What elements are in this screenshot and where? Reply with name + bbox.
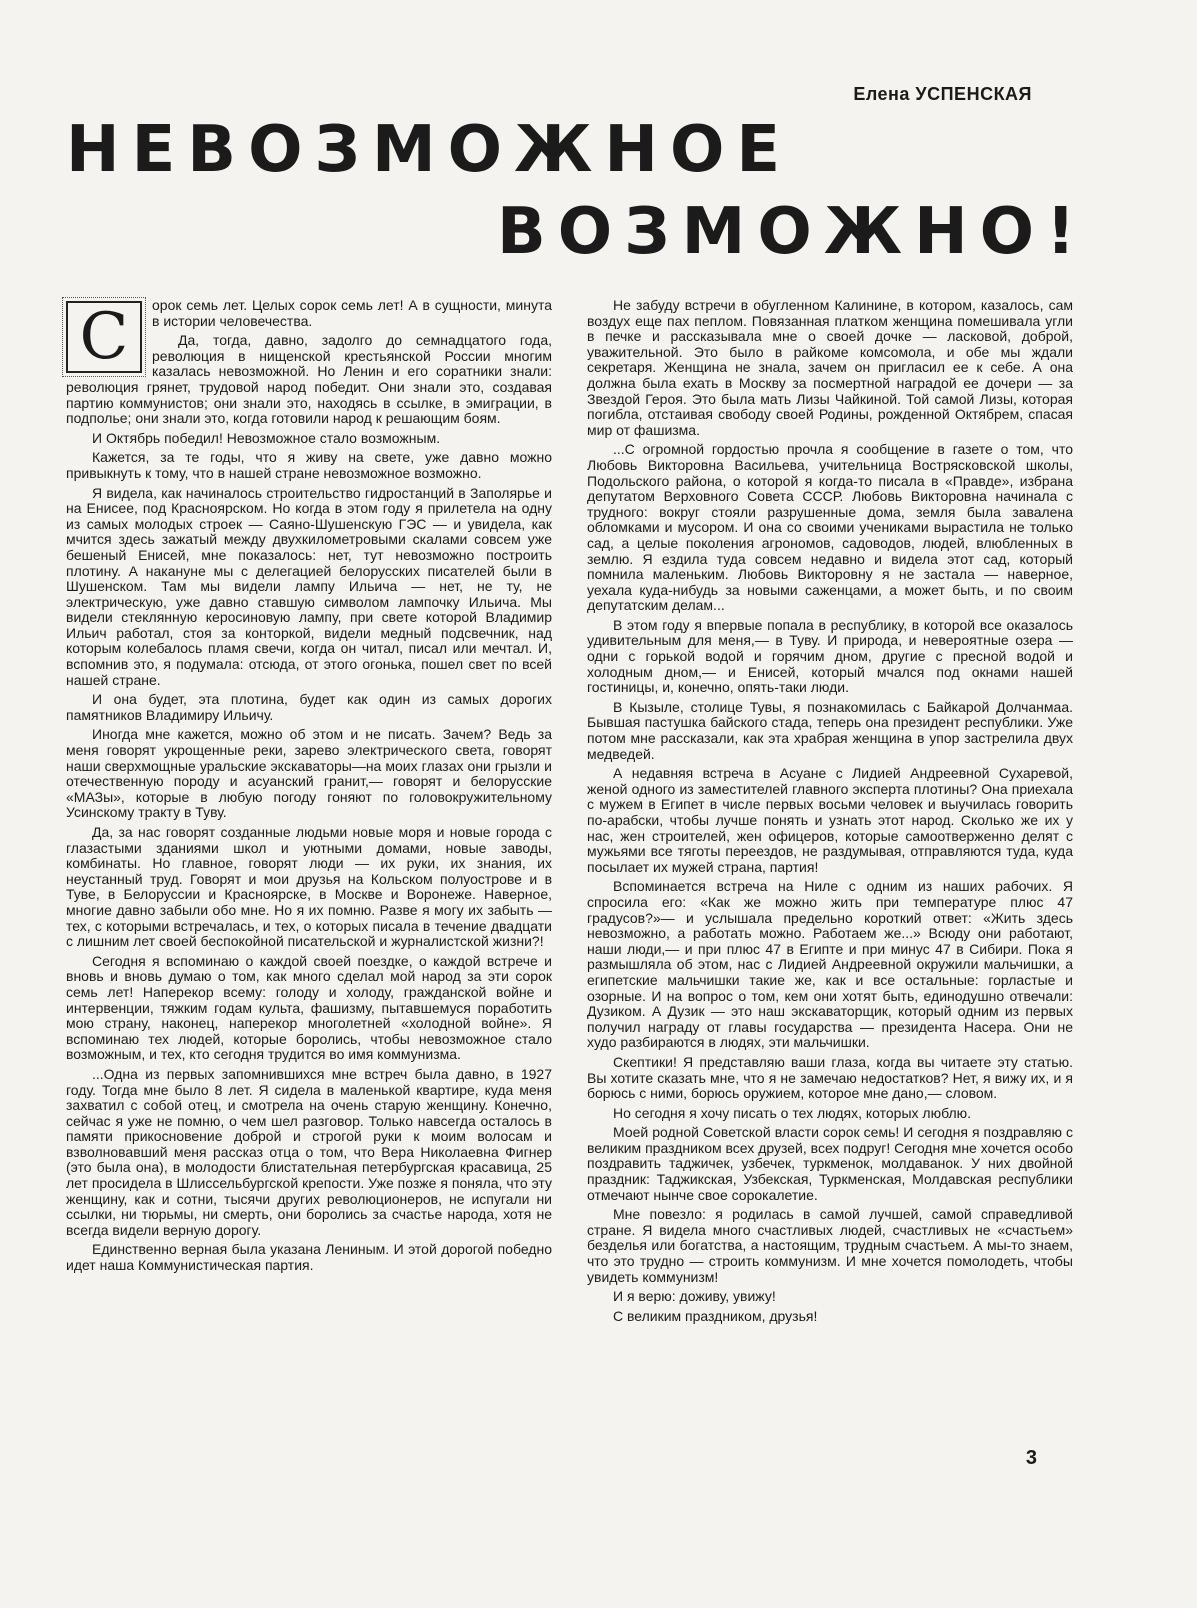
paragraph: ...С огромной гордостью прочла я сообщение в газете о том, что Любовь Викторовна Васильева, учительница Вострясковской школы, Подольского района, о которой я когда-то писала в «Правде», избрана депутатом Верховного Совета СССР. Любовь Викторовна начинала с трудного: вокруг стояли разрушенные дома, земля была завалена обломками и мусором. И она со своими учениками вырастила не только сад, а целые поколения агрономов, садоводов, людей, влюбленных в землю. Я ездила туда совсем недавно и видела этот сад, который помнила маленьким. Любовь Викторовну я не застала — наверное, уехала куда-нибудь за новыми саженцами, а может быть, и по своим депутатским делам... — [587, 441, 1073, 614]
paragraph: Моей родной Советской власти сорок семь! И сегодня я поздравляю с великим праздником всех друзей, всех подруг! Сегодня мне хочется особо поздравить таджичек, узбечек, туркменок, молдаванок. У них двойной праздник: Таджикская, Узбекская, Туркменская, Молдавская республики отмечают нынче свое сорокалетие. — [587, 1124, 1073, 1203]
drop-cap: С — [66, 301, 142, 373]
paragraph: Сегодня я вспоминаю о каждой своей поездке, о каждой встрече и вновь и вновь думаю о том, как много сделал мой народ за эти сорок семь лет! Наперекор всему: голоду и холоду, гражданской войне и интервенции, тяжким годам культа, фашизму, пытавшемуся поработить мою страну, наконец, наперекор многолетней «холодной войне». Я вспоминаю тех людей, которые боролись, чтобы невозможное стало возможным, и тех, кто сегодня трудится во имя коммунизма. — [66, 952, 552, 1063]
article-title-line-2: ВОЗМОЖНО! — [497, 195, 1088, 269]
left-column — [66, 298, 552, 1278]
paragraph: И Октябрь победил! Невозможное стало возможным. — [92, 429, 441, 446]
paragraph: С великим праздником, друзья! — [613, 1307, 818, 1324]
author-name: Елена УСПЕНСКАЯ — [853, 84, 1032, 104]
paragraph: Вспоминается встреча на Ниле с одним из наших рабочих. Я спросила его: «Как же можно жить при температуре плюс 47 градусов?»— и услышала предельно короткий ответ: «Жить здесь невозможно, а работать можно. Работаем же...» Всюду они работают, наши люди,— и при плюс 47 в Египте и при минус 47 в Сибири. Пока я размышляла об этом, нас с Лидией Андреевной окружили мальчишки, а египетские мальчишки такие же, как и все остальные: горластые и озорные. И на вопрос о том, кем они хотят быть, единодушно отвечали: Дузиком. А Дузик — это наш экскаваторщик, который одним из первых получил награду от главы государства — президента Насера. Они не худо разбираются в людях, эти мальчишки. — [587, 878, 1073, 1051]
paragraph: И она будет, эта плотина, будет как один из самых дорогих памятников Владимиру Ильичу. — [66, 691, 552, 723]
paragraph: Единственно верная была указана Лениным. И этой дорогой победно идет наша Коммунистическая партия. — [66, 1241, 552, 1274]
paragraph: Иногда мне кажется, можно об этом и не писать. Зачем? Ведь за меня говорят укрощенные реки, зарево электрического света, говорят наши сверхмощные уральские экскаваторы—на моих глазах они грызли и отечественную породу и асуанский гранит,— говорят и белорусские «МАЗы», которые в любую погоду гоняют по головокружительному Усинскому тракту в Туву. — [66, 726, 552, 821]
page-number: 3 — [1025, 1447, 1037, 1469]
paragraph: В Кызыле, столице Тувы, я познакомилась с Байкарой Долчанмаа. Бывшая пастушка байского стада, теперь она президент республики. Уже потом мне рассказали, как эта храбрая женщина в упор застрелила двух медведей. — [587, 698, 1073, 762]
paragraph: Не забуду встречи в обугленном Калинине, в котором, казалось, сам воздух еще пах пеплом. Повязанная платком женщина помешивала угли в печке и рассказывала мне о своей дочке — ласковой, доброй, уважительной. Это было в райкоме комсомола, и обе мы ждали секретаря. Женщина не знала, зачем он пригласил ее к себе. А она должна была ехать в Москву за посмертной наградой ее дочери — за Звездой Героя. Это была мать Лизы Чайкиной. Той самой Лизы, которая погибла, отстаивая свободу своей Родины, рожденной Октябрем, спасая мир от фашизма. — [587, 297, 1073, 438]
paragraph: Кажется, за те годы, что я живу на свете, уже давно можно привыкнуть к тому, что в нашей стране невозможное возможно. — [66, 449, 552, 481]
right-column — [587, 298, 1073, 1328]
paragraph: Я видела, как начиналось строительство гидростанций в Заполярье и на Енисее, под Красноярском. Но когда в этом году я прилетела на одну из самых молодых строек — Саяно-Шушенскую ГЭС — и увидела, как мчится здесь зажатый между двухкилометровыми скалами совсем уже бешеный Енисей, мне показалось: нет, тут невозможно построить плотину. А накануне мы с делегацией белорусских писателей были в Шушенском. Там мы видели лампу Ильича — нет, не ту, не электрическую, уже давно ставшую символом лампочку Ильича. Мы видели стеклянную керосиновую лампу, при свете которой Владимир Ильич работал, стоя за конторкой, видели медный подсвечник, над которым колебалось пламя свечи, когда он читал, писал или мечтал. И, вспомнив это, я подумала: отсюда, от этого огонька, пошел свет по всей нашей стране. — [66, 484, 552, 688]
paragraph: орок семь лет. Целых сорок семь лет! А в сущности, минута в истории человечества. — [152, 297, 552, 329]
paragraph: ...Одна из первых запомнившихся мне встреч была давно, в 1927 году. Тогда мне было 8 лет. Я сидела в маленькой квартире, куда меня захватил с собой отец, и смотрела на очень старую женщину. Конечно, сейчас я уже не помню, о чем шел разговор. Только навсегда осталось в памяти прикосновение доброй и строгой руки к моим волосам и взволновавший меня рассказ отца о том, что Вера Николаевна Фигнер (это была она), в молодости блистательная петербургская красавица, 25 лет просидела в Шлиссельбургской крепости. Уже позже я поняла, что эту женщину, как и сотни, тысячи других революционеров, не испугали ни ссылки, ни тюрьмы, ни смерть, они боролись за счастье народа, хотя не всегда видели верную дорогу. — [66, 1065, 552, 1238]
article-title-line-1: НЕВОЗМОЖНОЕ — [66, 113, 793, 187]
paragraph: Мне повезло: я родилась в самой лучшей, самой справедливой стране. Я видела много счастливых людей, счастливых не «счастьем» безделья или богатства, а настоящим, трудным счастьем. А мы-то знаем, что это трудно — строить коммунизм. И мне хочется помолодеть, чтобы увидеть коммунизм! — [587, 1206, 1073, 1285]
paragraph: А недавняя встреча в Асуане с Лидией Андреевной Сухаревой, женой одного из заместителей главного эксперта плотины? Она приехала с мужем в Египет в числе первых восьми человек и выучилась говорить по-арабски, чтобы лучше понять и узнать этот народ. Сколько же их у нас, жен строителей, жен офицеров, которые самоотверженно делят с мужьями все тяготы переездов, не раздумывая, отправляются туда, куда посылает их мужей страна, партия! — [587, 765, 1073, 875]
paragraph: И я верю: доживу, увижу! — [613, 1288, 776, 1305]
paragraph: В этом году я впервые попала в республику, в которой все оказалось удивительным для меня,— в Туву. И природа, и невероятные озера — одни с горькой водой и горячим дном, другие с пресной водой и холодным дном,— и Енисей, который мчался под окнами нашей гостиницы, и, конечно, опять-таки люди. — [587, 616, 1073, 696]
paragraph: Да, за нас говорят созданные людьми новые моря и новые города с глазастыми зданиями школ и уютными домами, новые заводы, комбинаты. Но главное, говорят люди — их руки, их знания, их неустанный труд. Говорят и мои друзья на Кольском полуострове и в Туве, в Белоруссии и Красноярске, в Москве и Воронеже. Наверное, многие давно забыли обо мне. Но я их помню. Разве я могу их забыть — тех, с которыми встречалась, и тех, о которых писала в течение двадцати с лишним лет своей беспокойной писательской и журналистской жизни?! — [66, 824, 552, 950]
paragraph: Скептики! Я представляю ваши глаза, когда вы читаете эту статью. Вы хотите сказать мне, что я не замечаю недостатков? Нет, я вижу их, и я борюсь с ними, борюсь оружием, которое мне дано,— словом. — [587, 1053, 1073, 1102]
paragraph: Но сегодня я хочу писать о тех людях, которых люблю. — [613, 1104, 972, 1121]
paragraph: Да, тогда, давно, задолго до семнадцатого года, революция в нищенской крестьянской России многим казалась невозможной. Но Ленин и его соратники знали: революция грянет, трудовой народ победит. Они знали это, создавая партию коммунистов; они знали это, находясь в ссылке, в эмиграции, в подполье; они знали это, когда готовили народ к решающим боям. — [66, 332, 552, 427]
